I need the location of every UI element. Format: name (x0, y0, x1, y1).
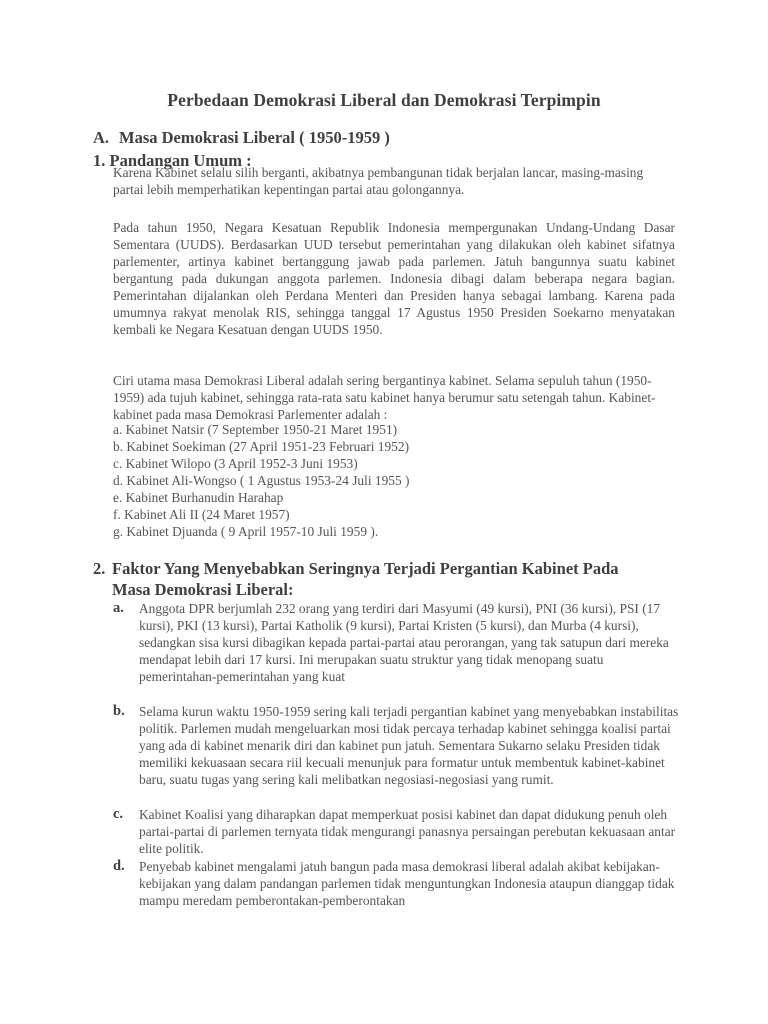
list-item: a. Kabinet Natsir (7 September 1950-21 Maret 1951) (113, 422, 398, 437)
list-item: f. Kabinet Ali II (24 Maret 1957) (113, 507, 290, 522)
factor-item-b (113, 703, 683, 788)
point-2-heading-line2: Masa Demokrasi Liberal: (112, 580, 294, 599)
paragraph-general-view: Karena Kabinet selalu silih berganti, akibatnya pembangunan tidak berjalan lancar, masing-masing partai lebih memperhatikan kepentingan partai atau golongannya. (113, 165, 644, 197)
list-item: e. Kabinet Burhanudin Harahap (113, 490, 284, 505)
factor-letter: d. (113, 858, 125, 874)
point-2-heading (93, 558, 683, 600)
paragraph-uuds-history: Pada tahun 1950, Negara Kesatuan Republik Indonesia mempergunakan Undang-Undang Dasar Sementara (UUDS). Berdasarkan UUD tersebut pemerintahan yang dilakukan oleh kabinet sifatnya parlementer, artinya kabinet bertanggung jawab pada parlemen. Jatuh bangunnya suatu kabinet bergantung pada dukungan anggota parlemen. Indonesia dibagi dalam beberapa negara bagian. Pemerintahan dijalankan oleh Perdana Menteri dan Presiden hanya sebagai lambang. Karena pada umumnya rakyat menolak RIS, sehingga tanggal 17 Agustus 1950 Presiden Soekarno menyatakan kembali ke Negara Kesatuan dengan UUDS 1950. (113, 220, 675, 337)
section-a-letter: A. (93, 128, 110, 147)
factor-item-d (113, 858, 683, 909)
factor-item-a (113, 600, 683, 685)
factor-text: Anggota DPR berjumlah 232 orang yang terdiri dari Masyumi (49 kursi), PNI (36 kursi), PSI (17 kursi), PKI (13 kursi), Partai Katholik (9 kursi), Partai Kristen (5 kursi), dan Murba (4 kursi), sedangkan sisa kursi dibagikan kepada partai-partai atau perorangan, yang tak satupun dari mereka mendapat lebih dari 17 kursi. Ini merupakan suatu struktur yang tidak menopang suatu pemerintahan-pemerintahan yang kuat (139, 601, 669, 684)
list-item: b. Kabinet Soekiman (27 April 1951-23 Februari 1952) (113, 439, 410, 454)
document-title: Perbedaan Demokrasi Liberal dan Demokrasi Terpimpin (167, 90, 601, 110)
list-item: d. Kabinet Ali-Wongso ( 1 Agustus 1953-24 Juli 1955 ) (113, 473, 410, 488)
factor-text: Penyebab kabinet mengalami jatuh bangun pada masa demokrasi liberal adalah akibat kebijakan-kebijakan yang dalam pandangan parlemen tidak menguntungkan Indonesia ataupun dianggap tidak mampu meredam pemberontakan-pemberontakan (139, 859, 675, 908)
factor-letter: a. (113, 600, 124, 616)
list-item: c. Kabinet Wilopo (3 April 1952-3 Juni 1953) (113, 456, 358, 471)
point-2-heading-line1: Faktor Yang Menyebabkan Seringnya Terjadi Pergantian Kabinet Pada (112, 559, 619, 578)
factor-letter: c. (113, 806, 124, 822)
factor-letter: b. (113, 703, 125, 719)
factor-text: Kabinet Koalisi yang diharapkan dapat memperkuat posisi kabinet dan dapat didukung penuh oleh partai-partai di parlemen ternyata tidak mengurangi panasnya persaingan perebutan kekuasaan antar elite politik. (139, 807, 676, 856)
point-1-heading: 1. Pandangan Umum : (93, 151, 252, 170)
section-a-text: Masa Demokrasi Liberal ( 1950-1959 ) (119, 128, 390, 147)
factor-text: Selama kurun waktu 1950-1959 sering kali terjadi pergantian kabinet yang menyebabkan instabilitas politik. Parlemen mudah mengeluarkan mosi tidak percaya terhadap kabinet sehingga koalisi partai yang ada di kabinet menarik diri dan kabinet pun jatuh. Sementara Sukarno selaku Presiden tidak memiliki kekuasaan secara riil kecuali menunjuk para formatur untuk membentuk kabinet-kabinet baru, suatu tugas yang sering kali melibatkan negosiasi-negosiasi yang rumit. (139, 704, 679, 787)
factor-item-c (113, 806, 683, 857)
point-2-number: 2. (93, 559, 106, 578)
cabinet-list (113, 421, 675, 540)
section-a-heading (93, 128, 390, 148)
list-item: g. Kabinet Djuanda ( 9 April 1957-10 Juli 1959 ). (113, 524, 379, 539)
paragraph-liberal-characteristics: Ciri utama masa Demokrasi Liberal adalah sering bergantinya kabinet. Selama sepuluh tahun (1950-1959) ada tujuh kabinet, sehingga rata-rata satu kabinet hanya berumur satu setengah tahun. Kabinet-kabinet pada masa Demokrasi Parlementer adalah : (113, 373, 656, 422)
